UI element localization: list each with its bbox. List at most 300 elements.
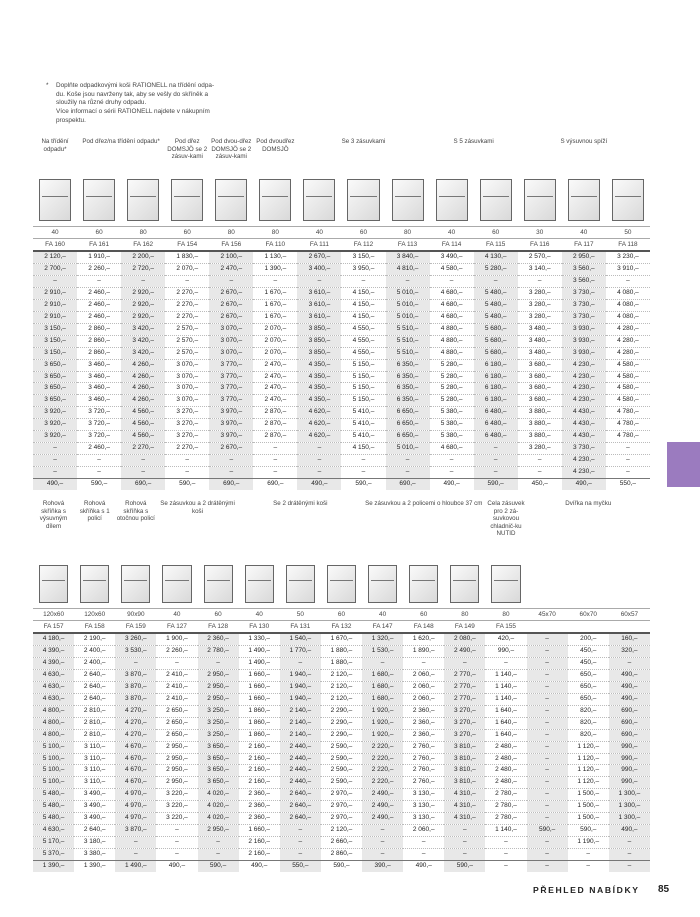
price-cell: 2 490,– [362, 789, 403, 801]
price-cell: 3 930,– [562, 347, 606, 359]
price-cell: 3 270,– [444, 729, 485, 741]
price-cell: 3 770,– [209, 359, 253, 371]
price-cell: 4 260,– [121, 383, 165, 395]
price-cell: 2 160,– [239, 765, 280, 777]
price-cell: 5 010,– [386, 311, 430, 323]
price-cell: 2 910,– [33, 299, 77, 311]
price-cell: 1 940,– [280, 681, 321, 693]
price-cell: 820,– [568, 729, 609, 741]
width-cell: 40 [562, 227, 606, 239]
cabinet-illustration [215, 179, 247, 221]
cabinet-illustration [347, 179, 379, 221]
note-line: Více informací o sérii RATIONELL najdete v nákupním [56, 108, 210, 116]
price-cell: 1 860,– [239, 729, 280, 741]
price-cell: 6 180,– [474, 395, 518, 407]
group-header: Se zásuvkou a 2 drátěnými koši [160, 500, 235, 515]
price-cell: – [527, 801, 568, 813]
price-cell: 3 130,– [403, 789, 444, 801]
article-code: FA 132 [321, 621, 362, 634]
price-cell: 3 070,– [209, 335, 253, 347]
cabinet-cell [362, 564, 403, 609]
price-cell: 4 630,– [33, 681, 74, 693]
price-cell: 3 130,– [403, 813, 444, 825]
width-cell: 40 [156, 609, 197, 621]
price-cell: – [198, 849, 239, 861]
price-cell: 2 590,– [321, 765, 362, 777]
width-cell: 40 [362, 609, 403, 621]
price-cell: – [527, 681, 568, 693]
price-cell: 2 910,– [33, 287, 77, 299]
price-cell: – [474, 455, 518, 467]
price-cell: – [77, 467, 121, 479]
price-cell: 3 720,– [77, 431, 121, 443]
price-cell: 2 770,– [444, 693, 485, 705]
price-cell: 3 270,– [165, 419, 209, 431]
price-cell: 5 680,– [474, 335, 518, 347]
price-cell: 2 470,– [253, 395, 297, 407]
price-cell: 2 400,– [74, 645, 115, 657]
price-cell: 2 780,– [485, 813, 526, 825]
price-cell: 3 680,– [518, 395, 562, 407]
cabinet-cell [280, 564, 321, 609]
price-cell: 490,– [403, 861, 444, 872]
price-row [33, 287, 650, 299]
price-cell: 1 880,– [321, 645, 362, 657]
price-row [33, 849, 650, 861]
price-cell: – [403, 657, 444, 669]
price-cell: – [568, 849, 609, 861]
price-cell: – [403, 849, 444, 861]
article-code: FA 117 [562, 239, 606, 252]
price-cell: 3 400,– [297, 263, 341, 275]
price-cell: 490,– [609, 693, 650, 705]
group-header: Pod dřez DOMSJÖ se 2 zásuv-kami [167, 138, 208, 161]
price-cell: 2 480,– [485, 753, 526, 765]
cabinet-cell [198, 564, 239, 609]
price-cell: – [518, 455, 562, 467]
price-cell: 3 270,– [444, 717, 485, 729]
width-row [33, 227, 650, 239]
price-cell: 2 640,– [280, 801, 321, 813]
price-cell: 2 140,– [280, 729, 321, 741]
price-cell: – [156, 825, 197, 837]
price-cell: 5 410,– [341, 419, 385, 431]
price-cell: 1 890,– [403, 645, 444, 657]
price-cell: – [606, 467, 650, 479]
price-cell: – [430, 275, 474, 287]
price-cell: 4 970,– [115, 801, 156, 813]
price-cell: 2 860,– [77, 335, 121, 347]
price-row [33, 263, 650, 275]
price-cell: 4 670,– [115, 753, 156, 765]
price-row [33, 455, 650, 467]
price-row [33, 323, 650, 335]
price-cell: 1 490,– [239, 645, 280, 657]
price-cell: 6 480,– [474, 407, 518, 419]
price-cell: 2 120,– [321, 693, 362, 705]
price-cell: 5 280,– [430, 383, 474, 395]
price-cell: – [474, 275, 518, 287]
width-cell: 60 [321, 609, 362, 621]
price-cell: 3 730,– [562, 287, 606, 299]
price-cell: 4 230,– [562, 371, 606, 383]
width-cell: 60 [77, 227, 121, 239]
price-cell: 2 200,– [121, 251, 165, 263]
cabinet-cell [121, 178, 165, 227]
price-cell: 5 280,– [430, 359, 474, 371]
cabinet-illustration [450, 565, 479, 603]
price-cell: 1 140,– [485, 681, 526, 693]
price-cell: – [518, 275, 562, 287]
price-cell: 3 730,– [562, 443, 606, 455]
group-header: Dvířka na myčku [565, 500, 612, 507]
price-cell: 1 120,– [568, 777, 609, 789]
group-header: Rohová skříňka s výsuvným dílem [39, 500, 68, 530]
price-cell: 490,– [33, 479, 77, 490]
price-cell: 2 360,– [239, 813, 280, 825]
cabinet-illustration [286, 565, 315, 603]
article-code: FA 116 [518, 239, 562, 252]
price-cell: – [341, 455, 385, 467]
price-cell: 1 320,– [362, 633, 403, 645]
price-cell: 2 760,– [403, 741, 444, 753]
price-cell: 4 020,– [198, 801, 239, 813]
price-cell: – [280, 849, 321, 861]
price-cell: 5 100,– [33, 777, 74, 789]
price-cell: 1 490,– [115, 861, 156, 872]
price-cell: 3 770,– [209, 383, 253, 395]
price-cell: 1 300,– [609, 801, 650, 813]
price-cell: – [527, 657, 568, 669]
price-cell: 2 160,– [239, 849, 280, 861]
price-cell: 2 590,– [321, 753, 362, 765]
price-cell: – [609, 849, 650, 861]
price-cell: 3 420,– [121, 323, 165, 335]
price-cell: 2 640,– [74, 681, 115, 693]
price-row [33, 765, 650, 777]
price-cell: – [527, 777, 568, 789]
price-cell: 4 580,– [606, 383, 650, 395]
cabinet-illustration [127, 179, 159, 221]
price-row [33, 813, 650, 825]
price-cell: – [121, 467, 165, 479]
price-cell: 5 480,– [33, 789, 74, 801]
price-cell: 6 180,– [474, 383, 518, 395]
section-tab-marker [667, 442, 700, 487]
price-cell: – [444, 849, 485, 861]
width-cell: 80 [386, 227, 430, 239]
group-header: S výsuvnou spíží [560, 138, 608, 145]
price-cell: 3 650,– [33, 359, 77, 371]
price-cell: 3 270,– [165, 431, 209, 443]
price-cell: 3 810,– [444, 765, 485, 777]
price-cell: 6 350,– [386, 395, 430, 407]
article-code [527, 621, 568, 634]
width-cell: 40 [430, 227, 474, 239]
price-cell: 2 780,– [485, 801, 526, 813]
price-cell: – [209, 275, 253, 287]
article-code: FA 118 [606, 239, 650, 252]
price-row [33, 741, 650, 753]
price-cell: 1 620,– [403, 633, 444, 645]
price-cell: 3 490,– [74, 813, 115, 825]
cabinet-cell [165, 178, 209, 227]
price-cell: 420,– [485, 633, 526, 645]
price-cell: 1 530,– [362, 645, 403, 657]
price-cell: 3 970,– [209, 431, 253, 443]
price-cell: 1 680,– [362, 693, 403, 705]
price-cell: 650,– [568, 693, 609, 705]
price-cell: 3 460,– [77, 371, 121, 383]
price-cell: 6 480,– [474, 431, 518, 443]
code-row [33, 621, 650, 634]
price-cell: 2 460,– [77, 311, 121, 323]
price-cell: 490,– [609, 825, 650, 837]
price-row [33, 801, 650, 813]
group-header: Se 2 drátěnými koši [273, 500, 328, 507]
price-cell: 2 460,– [77, 299, 121, 311]
price-cell: 1 500,– [568, 789, 609, 801]
price-cell: 590,– [77, 479, 121, 490]
price-cell: 3 150,– [341, 251, 385, 263]
price-cell: 3 460,– [77, 383, 121, 395]
article-code: FA 147 [362, 621, 403, 634]
price-cell: 3 720,– [77, 419, 121, 431]
price-cell: 5 150,– [341, 371, 385, 383]
cabinet-cell [239, 564, 280, 609]
price-cell: 1 670,– [253, 287, 297, 299]
price-cell: 2 810,– [74, 729, 115, 741]
price-cell: 2 360,– [239, 789, 280, 801]
article-code: FA 160 [33, 239, 77, 252]
price-cell: – [115, 849, 156, 861]
price-cell: – [527, 753, 568, 765]
price-cell: 2 590,– [321, 741, 362, 753]
price-cell: 2 220,– [362, 741, 403, 753]
price-cell: 3 150,– [33, 335, 77, 347]
price-cell: 2 260,– [156, 645, 197, 657]
note-line: sloužily na různé druhy odpadu. [56, 99, 147, 107]
price-cell: 1 390,– [253, 263, 297, 275]
price-cell: 2 070,– [253, 323, 297, 335]
price-cell: – [156, 657, 197, 669]
group-header-row [33, 500, 650, 564]
price-cell: 2 360,– [403, 705, 444, 717]
price-cell: 3 920,– [33, 407, 77, 419]
price-cell: – [297, 443, 341, 455]
price-cell: 4 350,– [297, 359, 341, 371]
price-cell: 2 870,– [253, 419, 297, 431]
price-cell: 2 480,– [485, 765, 526, 777]
article-code: FA 128 [198, 621, 239, 634]
price-cell: 690,– [209, 479, 253, 490]
price-cell: 3 250,– [198, 705, 239, 717]
price-cell: 3 130,– [403, 801, 444, 813]
price-cell: 2 950,– [198, 693, 239, 705]
price-cell: 2 400,– [74, 657, 115, 669]
price-cell: 4 630,– [33, 825, 74, 837]
price-row [33, 669, 650, 681]
price-cell: 3 870,– [115, 693, 156, 705]
price-cell: 3 070,– [209, 347, 253, 359]
price-cell: 3 810,– [444, 741, 485, 753]
article-code: FA 127 [156, 621, 197, 634]
price-cell: 2 810,– [74, 717, 115, 729]
price-cell: 1 390,– [33, 861, 74, 872]
price-cell: 1 140,– [485, 825, 526, 837]
price-cell: 2 360,– [403, 717, 444, 729]
price-cell: 4 880,– [430, 335, 474, 347]
price-cell: 4 230,– [562, 383, 606, 395]
price-cell: 5 280,– [430, 395, 474, 407]
price-cell: 5 010,– [386, 299, 430, 311]
price-cell: 490,– [430, 479, 474, 490]
price-cell: 1 900,– [156, 633, 197, 645]
price-cell: 5 150,– [341, 359, 385, 371]
note-line: du. Koše jsou navrženy tak, aby se vešly do skříněk a [56, 90, 209, 98]
price-cell: 1 940,– [280, 693, 321, 705]
cabinet-illustration [392, 179, 424, 221]
price-cell: 5 280,– [474, 263, 518, 275]
price-cell: 3 460,– [77, 395, 121, 407]
price-cell: 2 860,– [77, 323, 121, 335]
width-cell: 60 [341, 227, 385, 239]
cabinet-illustration [245, 565, 274, 603]
price-cell: 3 280,– [518, 287, 562, 299]
price-cell: – [280, 837, 321, 849]
price-cell: 3 280,– [518, 299, 562, 311]
cabinet-illustration [409, 565, 438, 603]
price-cell: 2 060,– [403, 693, 444, 705]
price-cell: 2 700,– [33, 263, 77, 275]
price-row [33, 251, 650, 263]
price-cell: 2 760,– [403, 765, 444, 777]
price-cell: 2 950,– [198, 669, 239, 681]
price-cell: 3 950,– [341, 263, 385, 275]
width-cell: 60 [474, 227, 518, 239]
price-cell: 2 290,– [321, 705, 362, 717]
price-cell: – [386, 275, 430, 287]
price-cell: 5 510,– [386, 347, 430, 359]
price-cell: 4 150,– [341, 287, 385, 299]
price-cell: 2 640,– [280, 789, 321, 801]
price-cell: 2 160,– [239, 777, 280, 789]
price-cell: 990,– [609, 777, 650, 789]
price-cell: 2 290,– [321, 729, 362, 741]
group-header: Pod dřez/na třídění odpadu* [82, 138, 160, 145]
page-number: 85 [658, 884, 670, 895]
price-row [33, 395, 650, 407]
cabinet-cell [527, 564, 568, 609]
price-cell: 590,– [568, 825, 609, 837]
article-code: FA 130 [239, 621, 280, 634]
width-cell: 40 [33, 227, 77, 239]
price-cell: 2 770,– [444, 681, 485, 693]
width-row [33, 609, 650, 621]
cabinet-cell [297, 178, 341, 227]
price-cell: 4 430,– [562, 407, 606, 419]
price-cell: 5 510,– [386, 335, 430, 347]
price-cell: 4 800,– [33, 729, 74, 741]
price-cell: – [341, 275, 385, 287]
price-cell: 2 970,– [321, 801, 362, 813]
price-cell: 3 280,– [518, 443, 562, 455]
price-cell: 4 550,– [341, 347, 385, 359]
cabinet-cell [74, 564, 115, 609]
price-cell: 4 260,– [121, 371, 165, 383]
price-cell: 4 800,– [33, 705, 74, 717]
price-cell: 1 540,– [280, 633, 321, 645]
price-cell: 2 570,– [165, 335, 209, 347]
price-cell: 3 920,– [33, 419, 77, 431]
price-cell: – [403, 837, 444, 849]
price-cell: – [444, 657, 485, 669]
price-cell: 1 500,– [568, 813, 609, 825]
price-cell: 4 150,– [341, 443, 385, 455]
price-cell: 4 350,– [297, 371, 341, 383]
price-cell: – [362, 825, 403, 837]
width-cell: 80 [444, 609, 485, 621]
price-cell: 2 570,– [518, 251, 562, 263]
width-cell: 40 [239, 609, 280, 621]
price-row [33, 299, 650, 311]
price-cell: 2 810,– [74, 705, 115, 717]
price-row [33, 729, 650, 741]
article-code: FA 110 [253, 239, 297, 252]
price-row [33, 419, 650, 431]
price-cell: 1 670,– [253, 299, 297, 311]
article-code: FA 154 [165, 239, 209, 252]
price-cell: – [362, 657, 403, 669]
article-code: FA 112 [341, 239, 385, 252]
price-row [33, 633, 650, 645]
price-cell: 2 440,– [280, 765, 321, 777]
price-cell: 5 410,– [341, 407, 385, 419]
width-cell: 50 [280, 609, 321, 621]
price-cell: 3 650,– [33, 395, 77, 407]
price-cell: 4 230,– [562, 395, 606, 407]
price-cell: 4 670,– [115, 777, 156, 789]
width-cell: 60x57 [609, 609, 650, 621]
price-cell: 990,– [609, 741, 650, 753]
price-cell: 5 680,– [474, 347, 518, 359]
price-cell: 3 220,– [156, 813, 197, 825]
width-cell: 60x70 [568, 609, 609, 621]
price-cell: 1 660,– [239, 693, 280, 705]
cabinet-illustration [303, 179, 335, 221]
price-cell: 5 410,– [341, 431, 385, 443]
price-cell: 2 780,– [485, 789, 526, 801]
price-cell: – [280, 825, 321, 837]
price-cell: 2 670,– [209, 299, 253, 311]
price-cell: 3 250,– [198, 717, 239, 729]
price-cell: 4 280,– [606, 323, 650, 335]
price-cell: – [165, 467, 209, 479]
cabinet-cell [77, 178, 121, 227]
price-cell: 4 310,– [444, 801, 485, 813]
price-row [33, 407, 650, 419]
cabinet-illustration [568, 179, 600, 221]
price-cell: 4 560,– [121, 431, 165, 443]
price-cell: 4 020,– [198, 813, 239, 825]
price-cell: 4 560,– [121, 419, 165, 431]
cabinet-illustration [39, 179, 71, 221]
price-cell: 5 170,– [33, 837, 74, 849]
price-cell: 1 920,– [362, 705, 403, 717]
price-cell: 1 660,– [239, 669, 280, 681]
price-cell: 3 650,– [198, 753, 239, 765]
price-cell: 1 670,– [321, 633, 362, 645]
